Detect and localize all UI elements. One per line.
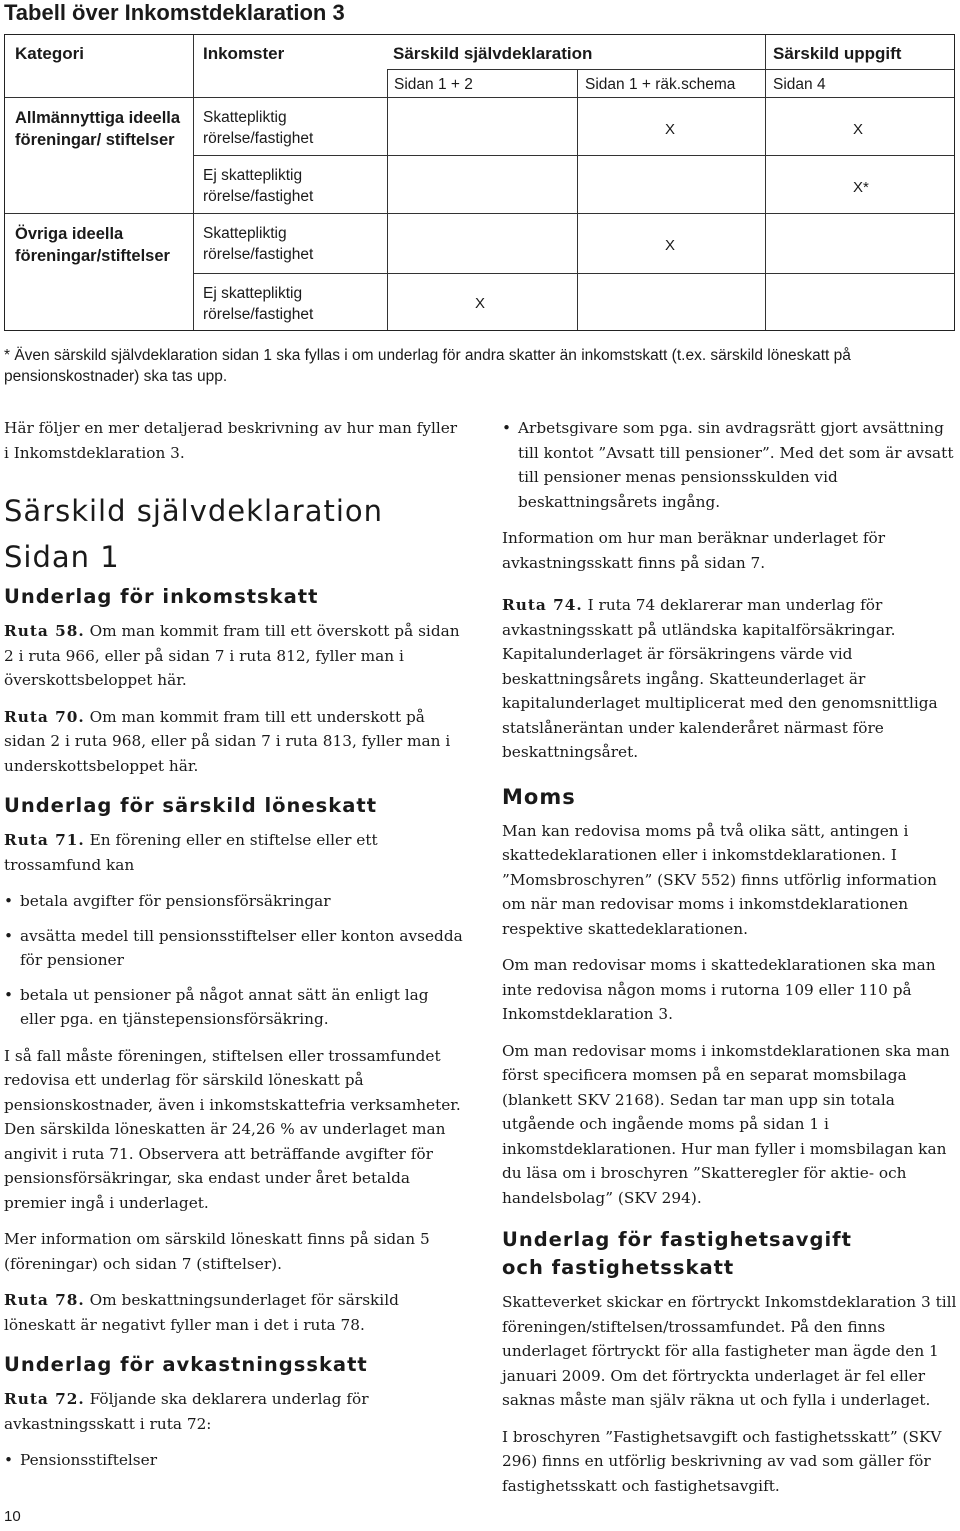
row-divider [193,155,954,156]
paragraph-moms-3: Om man redovisar moms i inkomstdeklarationen ska man först specificera momsen på en separat momsbilaga (blankett SKV 2168). Sedan tar man upp sin totala utgående och ingående moms på sidan 1 i inkomstdeklarationen. Hur man fyller i momsbilagan kan du läsa om i broschyren ”Skatteregler för aktie- och handelsbolag” (SKV 294). [502,1041,950,1207]
ruta-58-text: Om man kommit fram till ett överskott på sidan 2 i ruta 966, eller på sidan 7 i ruta 812, fyller man i överskottsbeloppet här. [4,622,460,689]
row-divider [193,273,954,274]
intro-paragraph: Här följer en mer detaljerad beskrivning av hur man fyller i Inkomstdeklaration 3. [4,419,458,462]
ruta-71-text: En förening eller en stiftelse eller ett trossamfund kan [4,831,378,874]
mark-r2-sidan4: X* [853,179,869,196]
bullet-list-arbetsgivare [502,416,958,514]
paragraph-ruta-72 [4,1387,466,1436]
subheader-sidan-4: Sidan 4 [773,76,826,93]
list-item: • Arbetsgivare som pga. sin avdragsrätt gjort avsättning till kontot ”Avsatt till pensioner”. Med det som är avsatt till pensioner menas pensionsskulden vid beskattningsårets ingång. [502,416,958,514]
ruta-58-label: Ruta 58. [4,622,85,640]
header-kategori: Kategori [15,44,84,63]
income-row-3: Skattepliktig rörelse/fastighet [203,225,314,263]
table-footnote: * Även särskild självdeklaration sidan 1 ska fyllas i om underlag för andra skatter än inkomstskatt (t.ex. särskild löneskatt på pensionskostnader) ska tas upp. [4,347,851,385]
heading-underlag-fastighetsavgift: Underlag för fastighetsavgift och fastighetsskatt [502,1228,852,1279]
ruta-78-label: Ruta 78. [4,1291,85,1309]
ruta-74-label: Ruta 74. [502,596,583,614]
summary-table [4,34,955,331]
list-item: • avsätta medel till pensionsstiftelser eller konton avsedda för pensioner [4,924,466,973]
heading-sarskild-sjalvdeklaration: Särskild självdeklaration [4,494,384,528]
table-title: Tabell över Inkomstdeklaration 3 [4,0,345,25]
paragraph-mer-information: Mer information om särskild löneskatt finns på sidan 5 (föreningar) och sidan 7 (stiftelser). [4,1230,430,1273]
subheader-sidan-1-2: Sidan 1 + 2 [394,76,473,93]
category-allmannyttiga: Allmännyttiga ideella föreningar/ stiftelser [15,109,181,149]
col-divider [193,35,194,330]
ruta-70-label: Ruta 70. [4,707,85,726]
paragraph-ruta-70 [4,705,466,779]
paragraph-ruta-71 [4,828,466,877]
header-sarskild-sjalvdeklaration: Särskild självdeklaration [393,44,593,63]
subheader-sidan-1-rak: Sidan 1 + räk.schema [585,76,736,93]
category-ovriga: Övriga ideella föreningar/stiftelser [15,225,170,265]
paragraph-i-sa-fall: I så fall måste föreningen, stiftelsen eller trossamfundet redovisa ett underlag för särskild löneskatt på pensionskostnader, även i inkomstskattefria verksamheter. Den särskilda löneskatten är 24,26 % av underlaget man angivit i ruta 71. Observera att beträffande avgifter för pensionsförsäkringar, ska endast under året betalda premier ingå i underlaget. [4,1046,461,1212]
ruta-70-text: Om man kommit fram till ett underskott på sidan 2 i ruta 968, eller på sidan 7 i ruta 813, fyller man i underskottsbeloppet här. [4,707,451,775]
list-item: • betala ut pensioner på något annat sätt än enligt lag eller pga. en tjänstepensionsförsäkring. [4,983,466,1032]
row-divider [5,97,954,98]
paragraph-fastighet-1: Skatteverket skickar en förtryckt Inkomstdeklaration 3 till föreningen/stiftelsen/trossamfundet. På den finns underlaget förtryckt för alla fastigheter man ägde den 1 januari 2009. Om det förtryckta underlaget är fel eller saknas måste man själv räkna ut och fylla i underlaget. [502,1293,957,1409]
mark-r1-rak: X [665,121,676,138]
row-divider [387,69,954,70]
paragraph-information: Information om hur man beräknar underlaget för avkastningsskatt finns på sidan 7. [502,529,886,572]
income-row-2: Ej skattepliktig rörelse/fastighet [203,167,314,205]
col-divider [387,69,388,330]
ruta-72-text: Följande ska deklarera underlag för avkastningsskatt i ruta 72: [4,1390,369,1433]
paragraph-moms-1: Man kan redovisa moms på två olika sätt, antingen i skattedeklarationen eller i inkomstdeklarationen. I ”Momsbroschyren” (SKV 552) finns utförlig information om när man redovisar moms i inkomstdeklarationen respektive skattedeklarationen. [502,821,937,938]
list-item: • betala avgifter för pensionsförsäkringar [4,889,466,914]
header-sarskild-uppgift: Särskild uppgift [773,44,902,63]
col-divider [765,35,766,330]
mark-r3-rak: X [665,237,676,254]
left-column [4,416,466,1485]
bullet-list-loneskatt [4,889,466,1032]
page-number: 10 [4,1508,21,1525]
paragraph-ruta-74 [502,593,958,765]
heading-sidan-1: Sidan 1 [4,540,120,574]
ruta-72-label: Ruta 72. [4,1390,85,1408]
ruta-71-label: Ruta 71. [4,831,85,849]
heading-underlag-avkastningsskatt: Underlag för avkastningsskatt [4,1353,368,1376]
paragraph-ruta-78 [4,1288,466,1337]
paragraph-moms-2: Om man redovisar moms i skattedeklarationen ska man inte redovisa någon moms i rutorna 109 eller 110 på Inkomstdeklaration 3. [502,956,936,1023]
ruta-78-text: Om beskattningsunderlaget för särskild löneskatt är negativt fyller man i det i ruta 78. [4,1291,399,1334]
col-divider [577,69,578,330]
income-row-1: Skattepliktig rörelse/fastighet [203,109,314,147]
paragraph-fastighet-2: I broschyren ”Fastighetsavgift och fastighetsskatt” (SKV 296) finns en utförlig beskrivning av vad som gäller för fastighetsskatt och fastighetsavgift. [502,1427,942,1495]
mark-r4-sidan12: X [475,295,486,312]
paragraph-ruta-58 [4,619,466,693]
heading-moms: Moms [502,784,576,809]
right-column [502,416,958,1510]
header-inkomster: Inkomster [203,44,285,63]
heading-underlag-loneskatt: Underlag för särskild löneskatt [4,794,378,817]
income-row-4: Ej skattepliktig rörelse/fastighet [203,285,314,323]
bullet-list-avkastning [4,1448,466,1473]
row-divider [5,213,954,214]
heading-underlag-inkomstskatt: Underlag för inkomstskatt [4,585,319,608]
mark-r1-sidan4: X [853,121,864,138]
list-item: • Pensionsstiftelser [4,1448,466,1473]
ruta-74-text: I ruta 74 deklarerar man underlag för avkastningsskatt på utländska kapitalförsäkringar. Kapitalunderlaget är försäkringens värde vid beskattningsårets ingång. Skatteunderlaget är kapitalunderlaget multiplicerat med den genomsnittliga statslåneräntan under kalenderåret närmast före beskattningsåret. [502,596,938,761]
